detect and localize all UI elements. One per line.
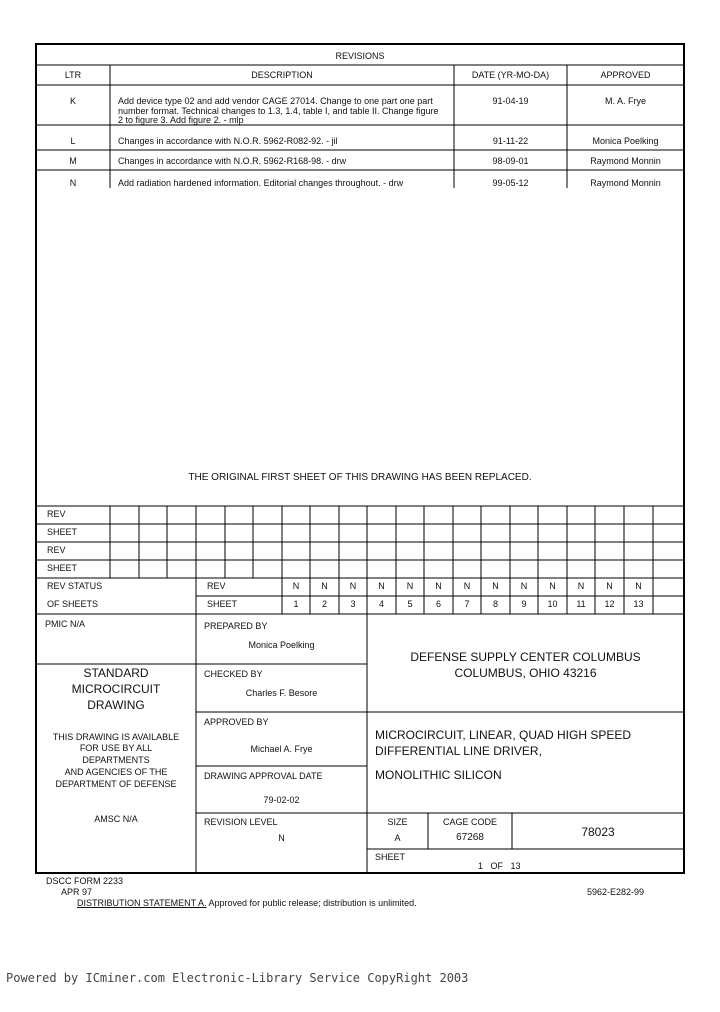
col-date: DATE (YR-MO-DA) bbox=[471, 70, 550, 80]
status-rev-value: N bbox=[378, 581, 385, 591]
status-sheet-value: 2 bbox=[321, 599, 327, 609]
drawing-title: MICROCIRCUIT, LINEAR, QUAD HIGH SPEED bbox=[375, 728, 632, 742]
status-rev-value: N bbox=[435, 581, 442, 591]
status-sheet-value: 5 bbox=[407, 599, 413, 609]
rev-row-approved: Monica Poelking bbox=[592, 136, 659, 146]
rev-row-date: 99-05-12 bbox=[492, 178, 529, 188]
status-rev-value: N bbox=[520, 581, 528, 591]
cage-code-label: CAGE CODE bbox=[442, 817, 497, 827]
dwg-number: 78023 bbox=[581, 825, 615, 839]
agency-name: DEFENSE SUPPLY CENTER COLUMBUS bbox=[410, 650, 641, 664]
status-rev-value: N bbox=[577, 581, 585, 591]
status-sheet-value: 13 bbox=[633, 599, 644, 609]
status-sheet-value: 4 bbox=[378, 599, 384, 609]
checked-by-name: Charles F. Besore bbox=[245, 688, 318, 698]
watermark: Powered by ICminer.com Electronic-Library Service CopyRight 2003 bbox=[6, 971, 469, 985]
pmic-label: PMIC N/A bbox=[45, 619, 86, 629]
status-rev-value: N bbox=[292, 581, 300, 591]
col-description: DESCRIPTION bbox=[251, 70, 313, 80]
distribution-label: DISTRIBUTION STATEMENT A. bbox=[77, 898, 207, 908]
rev-row-ltr: K bbox=[69, 96, 76, 106]
sheet-label: SHEET bbox=[375, 852, 406, 862]
status-rev-value: N bbox=[635, 581, 642, 591]
status-sheet-value: 1 bbox=[293, 599, 299, 609]
availability-line: DEPARTMENT OF DEFENSE bbox=[55, 779, 177, 789]
document-number: 5962-E282-99 bbox=[587, 887, 645, 897]
standard-line: DRAWING bbox=[87, 698, 145, 712]
rev-row-ltr: M bbox=[69, 156, 77, 166]
status-sheet-value: 12 bbox=[604, 599, 615, 609]
standard-line: STANDARD bbox=[83, 666, 149, 680]
status-rev-value: N bbox=[349, 581, 357, 591]
status-rev-label: REV bbox=[207, 581, 226, 591]
status-rev-value: N bbox=[406, 581, 414, 591]
status-sheet-value: 11 bbox=[576, 599, 586, 609]
status-rev-value: N bbox=[549, 581, 556, 591]
status-sheet-value: 10 bbox=[547, 599, 558, 609]
status-sheet-value: 3 bbox=[350, 599, 356, 609]
status-sheet-value: 8 bbox=[492, 599, 498, 609]
rev-row-desc: Changes in accordance with N.O.R. 5962-R168-98. - drw bbox=[118, 156, 347, 166]
approved-by-label: APPROVED BY bbox=[204, 717, 269, 727]
rev-row-desc: 2 to figure 3. Add figure 2. - mlp bbox=[118, 115, 244, 125]
revision-level-label: REVISION LEVEL bbox=[204, 817, 278, 827]
rev-row-ltr: L bbox=[70, 136, 76, 146]
status-sheet-value: 9 bbox=[521, 599, 527, 609]
status-rev-value: N bbox=[463, 581, 471, 591]
drawing-title: DIFFERENTIAL LINE DRIVER, bbox=[375, 744, 542, 758]
status-sheet-label: SHEET bbox=[207, 599, 238, 609]
approval-date-value: 79-02-02 bbox=[263, 795, 300, 805]
size-value: A bbox=[394, 833, 401, 843]
rev-row-ltr: N bbox=[69, 178, 77, 188]
drawing-title: MONOLITHIC SILICON bbox=[375, 768, 502, 782]
prepared-by-name: Monica Poelking bbox=[248, 640, 315, 650]
status-rev-value: N bbox=[321, 581, 328, 591]
availability-line: FOR USE BY ALL bbox=[79, 743, 153, 753]
rev-row-approved: M. A. Frye bbox=[604, 96, 646, 106]
rev-row-desc: Changes in accordance with N.O.R. 5962-R082-92. - jil bbox=[118, 136, 338, 146]
approved-by-name: Michael A. Frye bbox=[250, 744, 313, 754]
grid-label-rev: REV bbox=[47, 545, 66, 555]
rev-row-approved: Raymond Monnin bbox=[590, 156, 661, 166]
revisions-title: REVISIONS bbox=[335, 51, 385, 61]
rev-row-approved: Raymond Monnin bbox=[590, 178, 661, 188]
agency-address: COLUMBUS, OHIO 43216 bbox=[454, 666, 597, 680]
rev-row-desc: number format. Technical changes to 1.3, 1.4, table I, and table II. Change figure bbox=[118, 106, 439, 116]
distribution-text: Approved for public release; distribution is unlimited. bbox=[208, 898, 417, 908]
amsc-label: AMSC N/A bbox=[94, 814, 138, 824]
rev-row-date: 98-09-01 bbox=[492, 156, 529, 166]
size-label: SIZE bbox=[387, 817, 408, 827]
of-sheets-label: OF SHEETS bbox=[47, 599, 99, 609]
rev-status-label: REV STATUS bbox=[47, 581, 103, 591]
rev-row-desc: Add radiation hardened information. Editorial changes throughout. - drw bbox=[118, 178, 404, 188]
prepared-by-label: PREPARED BY bbox=[204, 621, 268, 631]
checked-by-label: CHECKED BY bbox=[204, 669, 263, 679]
status-rev-value: N bbox=[606, 581, 613, 591]
col-ltr: LTR bbox=[64, 70, 82, 80]
sheet-of: 1 OF 13 bbox=[478, 861, 521, 871]
standard-line: MICROCIRCUIT bbox=[71, 682, 161, 696]
grid-label-sheet: SHEET bbox=[47, 527, 78, 537]
availability-line: DEPARTMENTS bbox=[82, 755, 150, 765]
col-approved: APPROVED bbox=[600, 70, 651, 80]
availability-line: THIS DRAWING IS AVAILABLE bbox=[52, 732, 180, 742]
grid-label-sheet: SHEET bbox=[47, 563, 78, 573]
rev-row-desc: Add device type 02 and add vendor CAGE 27014. Change to one part one part bbox=[118, 96, 433, 106]
status-sheet-value: 7 bbox=[464, 599, 470, 609]
form-date: APR 97 bbox=[61, 887, 93, 897]
status-sheet-value: 6 bbox=[435, 599, 441, 609]
cage-code-value: 67268 bbox=[456, 832, 484, 843]
rev-row-date: 91-11-22 bbox=[492, 136, 529, 146]
approval-date-label: DRAWING APPROVAL DATE bbox=[204, 771, 323, 781]
form-number: DSCC FORM 2233 bbox=[46, 876, 124, 886]
distribution-statement bbox=[77, 899, 417, 908]
status-rev-value: N bbox=[492, 581, 499, 591]
grid-label-rev: REV bbox=[47, 509, 66, 519]
revision-level-value: N bbox=[278, 833, 285, 843]
rev-row-date: 91-04-19 bbox=[492, 96, 529, 106]
replaced-note: THE ORIGINAL FIRST SHEET OF THIS DRAWING HAS BEEN REPLACED. bbox=[188, 472, 532, 483]
availability-line: AND AGENCIES OF THE bbox=[64, 767, 168, 777]
